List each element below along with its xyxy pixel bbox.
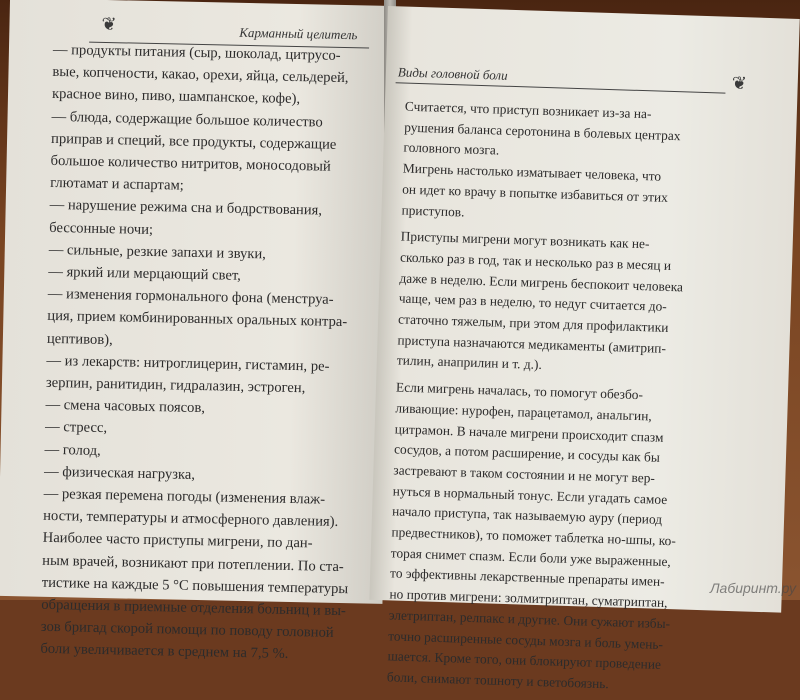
text-line: — сильные, резкие запахи и звуки, — [48, 241, 267, 263]
running-head-right: Виды головной боли — [397, 64, 508, 83]
text-line: ция, прием комбинированных оральных контра- — [47, 308, 348, 331]
text-line: — изменения гормонального фона (менструа- — [47, 286, 334, 309]
text-line: Приступы мигрени могут возникать как не- — [400, 228, 650, 252]
text-line: — резкая перемена погоды (изменения влаж- — [43, 485, 326, 508]
text-line: даже в неделю. Если мигрень беспокоит человека — [399, 270, 684, 295]
text-line: бессонные ночи; — [49, 219, 154, 238]
text-line: ливающие: нурофен, парацетамол, анальгин, — [395, 400, 652, 424]
right-page — [369, 6, 799, 692]
left-body-text — [40, 39, 383, 667]
text-line: начало приступа, так называемую ауру (период — [391, 503, 663, 528]
text-line: красное вино, пиво, шампанское, кофе), — [51, 86, 301, 108]
text-line: — физическая нагрузка, — [43, 463, 196, 483]
right-body-text — [387, 97, 777, 700]
text-line: он идет ко врачу в попытке избавиться от этих — [402, 181, 669, 205]
text-line: тистике на каждые 5 °С повышения температуры — [41, 574, 349, 598]
text-line: торая снимет спазм. Если боли уже выраженные, — [390, 545, 671, 569]
text-line: — блюда, содержащие большое количество — [51, 108, 323, 131]
text-line: приступа назначаются медикаменты (амитрип- — [397, 332, 667, 356]
text-line: — смена часовых поясов, — [45, 397, 206, 417]
text-line: Наиболее часто приступы мигрени, по дан- — [42, 530, 313, 552]
text-line: элетриптан, релпакс и другие. Они сужают избы- — [388, 607, 671, 632]
text-line: приступов. — [401, 202, 465, 220]
text-line: боли увеличивается в среднем на 7,5 %. — [40, 641, 289, 663]
text-line: обращения в приемные отделения больниц и вы- — [41, 596, 347, 620]
text-line: предвестников), то поможет таблетка но-шпы, ко- — [391, 524, 677, 549]
text-line: ности, температуры и атмосферного давления). — [43, 508, 339, 531]
text-line: — нарушение режима сна и бодрствования, — [49, 197, 323, 219]
text-line: цептивов), — [46, 330, 113, 348]
header-rule — [396, 82, 726, 93]
text-line: чаще, чем раз в неделю, то недуг считается до- — [398, 290, 667, 315]
text-line: Если мигрень началась, то помогут обезбо- — [395, 379, 644, 403]
text-line: сколько раз в год, так и несколько раз в месяц и — [399, 249, 672, 273]
text-line: — яркий или мерцающий свет, — [48, 263, 242, 284]
watermark: Лабиринт.ру — [709, 580, 796, 596]
text-line: точно расширенные сосуды мозга и боль умень- — [387, 627, 664, 652]
text-line: боли, снимают тошноту и светобоязнь. — [386, 669, 609, 692]
text-line: рушения баланса серотонина в болевых центрах — [403, 119, 681, 143]
text-line: зерпин, ранитидин, гидралазин, эстроген, — [45, 374, 306, 397]
text-line: но против мигрени: золмитриптан, суматриптан, — [389, 586, 668, 611]
text-line: приправ и специй, все продукты, содержащие — [50, 130, 337, 153]
text-line: статочно тяжелым, при этом для профилактики — [397, 311, 669, 335]
text-line: ным врачей, возникают при потеплении. По ста- — [42, 552, 344, 575]
text-line: зов бригад скорой помощи по поводу головной — [40, 619, 334, 642]
text-line: — стресс, — [44, 419, 108, 437]
text-line: цитрамон. В начале мигрени происходит спазм — [394, 420, 664, 445]
text-line: большое количество нитритов, моносодовый — [50, 152, 331, 175]
leaf-ornament-icon: ❦ — [101, 13, 117, 35]
text-line: — продукты питания (сыр, шоколад, цитрусо- — [52, 41, 341, 64]
leaf-ornament-icon: ❦ — [731, 72, 748, 94]
text-line: Считается, что приступ возникает из-за на- — [404, 98, 652, 122]
running-head-left: Карманный целитель — [239, 24, 358, 43]
text-line: — из лекарств: нитроглицерин, гистамин, ре- — [46, 352, 330, 375]
text-line: сосудов, а потом расширение, и сосуды как бы — [393, 441, 661, 466]
text-line: — голод, — [44, 441, 101, 459]
text-line: Мигрень настолько изматывает человека, что — [402, 160, 662, 184]
text-line: головного мозга. — [403, 139, 500, 158]
left-page — [0, 0, 395, 663]
text-line: нуться в нормальный тонус. Если угадать самое — [392, 483, 668, 507]
text-line: шается. Кроме того, они блокируют проведение — [387, 648, 662, 673]
text-line: тилин, анаприлин и т. д.). — [396, 352, 543, 373]
text-line: то эффективны лекарственные препараты имен- — [389, 565, 665, 590]
text-line: вые, копчености, какао, орехи, яйца, сельдерей, — [52, 64, 349, 87]
text-line: глютамат и аспартам; — [50, 175, 184, 194]
text-line: застревают в таком состоянии и не могут вер- — [393, 462, 656, 486]
